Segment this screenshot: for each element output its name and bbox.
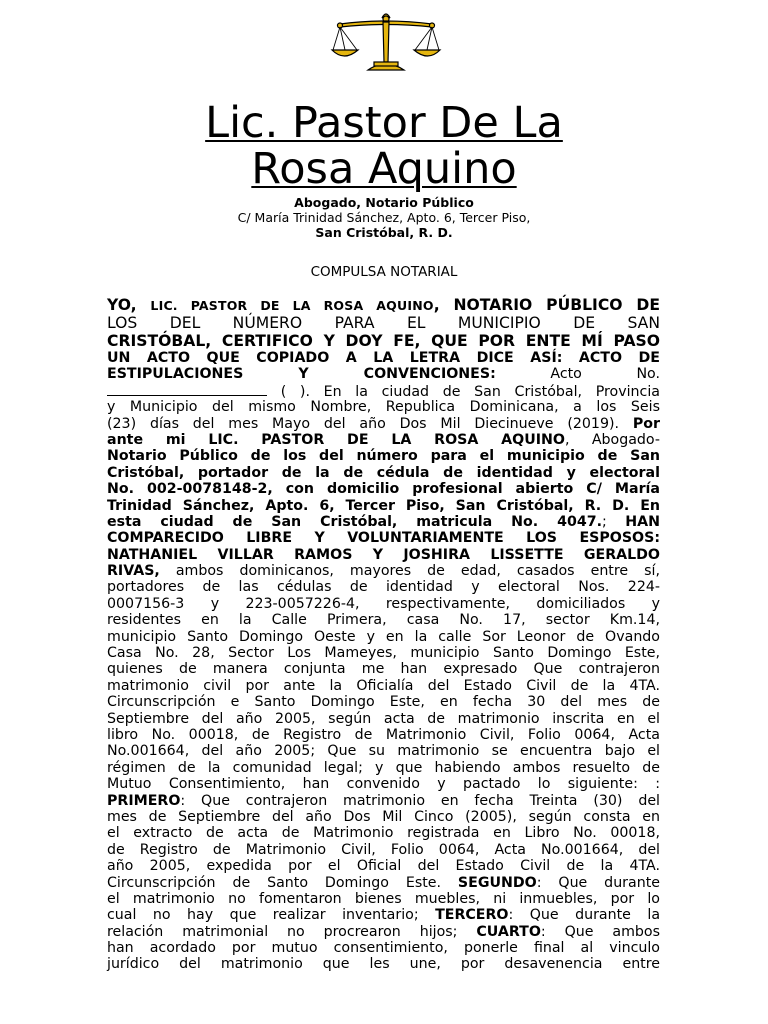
text-run: (23) días del mes Mayo del año Dos Mil Diecinueve (2019). [107, 415, 633, 432]
blank-field [107, 383, 267, 396]
text-run: YO, [107, 296, 151, 314]
text-run: ( ). En la ciudad de San Cristóbal, Provincia [267, 383, 660, 400]
document-heading: COMPULSA NOTARIAL [310, 264, 458, 280]
text-run: Casa No. 28, Sector Los Mameyes, municipio Santo Domingo Este, [107, 645, 660, 662]
body-line [107, 596, 660, 612]
body-line [107, 350, 660, 366]
body-line [107, 743, 660, 759]
text-run: : Que contrajeron matrimonio en fecha Treinta (30) del [180, 792, 660, 809]
body-line [107, 645, 660, 661]
body-line [107, 678, 660, 694]
text-run: el matrimonio no fomentaron bienes muebles, ni inmuebles, por lo [107, 890, 660, 907]
text-run: Notario Público de los del número para el municipio de San [107, 448, 660, 465]
text-run: SEGUNDO [457, 874, 537, 891]
text-run: régimen de la comunidad legal; y que habiendo ambos resuelto de [107, 759, 660, 776]
text-run: : Que durante [536, 874, 660, 891]
body-line [107, 907, 660, 923]
text-run: PRIMERO [107, 792, 181, 809]
body-line [107, 858, 660, 874]
text-run: COMPARECIDO LIBRE Y VOLUNTARIAMENTE LOS ESPOSOS: [107, 530, 660, 547]
letterhead-subtitle: Abogado, Notario Público [294, 195, 474, 210]
text-run: CERTIFICO Y DOY FE, QUE POR ENTE MÍ PASO [221, 332, 660, 350]
letterhead-address: C/ María Trinidad Sánchez, Apto. 6, Tercer Piso, [237, 210, 531, 225]
body-line [107, 416, 660, 432]
text-run: RIVAS, [107, 563, 160, 580]
text-run: : Que ambos [540, 923, 660, 940]
text-run: Circunscripción e Santo Domingo Este, en fecha 30 del mes de [107, 694, 660, 711]
body-line [107, 661, 660, 677]
body-line [107, 727, 660, 743]
body-line [107, 314, 660, 332]
text-run: Trinidad Sánchez, Apto. 6, Tercer Piso, San Cristóbal, R. D. En [107, 497, 660, 514]
text-run: el extracto de acta de Matrimonio registrada en Libro No. 00018, [107, 825, 660, 842]
text-run: CRISTÓBAL, [107, 332, 222, 350]
text-run: CUARTO [476, 923, 541, 940]
letterhead-title [0, 100, 768, 192]
text-run: portadores de las cédulas de identidad y electoral Nos. 224- [107, 579, 660, 596]
body-line [107, 924, 660, 940]
body-line [107, 366, 660, 382]
body-line [107, 875, 660, 891]
text-run: Circunscripción de Santo Domingo Este. [107, 874, 458, 891]
text-run: y Municipio del mismo Nombre, Republica Dominicana, a los Seis [107, 399, 660, 416]
body-line [107, 296, 660, 314]
body-line [107, 481, 660, 497]
text-run: 0007156-3 y 223-0057226-4, respectivamente, domiciliados y [107, 595, 660, 612]
text-run: de Registro de Matrimonio Civil, Folio 0064, Acta No.001664, del [107, 841, 660, 858]
text-run: Cristóbal, portador de la de cédula de identidad y electoral [107, 464, 660, 481]
body-line [107, 891, 660, 907]
text-run: ante mi [107, 431, 209, 448]
text-run: TERCERO [435, 907, 509, 924]
body-line [107, 760, 660, 776]
text-run: UN ACTO QUE COPIADO A LA LETRA DICE ASÍ: ACTO DE [107, 350, 660, 366]
body-line [107, 940, 660, 956]
body-line [107, 448, 660, 464]
text-run: LIC. PASTOR DE LA ROSA AQUINO [150, 298, 434, 313]
body-line [107, 579, 660, 595]
text-run: LIC. PASTOR DE LA ROSA AQUINO [208, 431, 565, 448]
text-run: ; [601, 513, 626, 530]
text-run: Acto No. [495, 366, 661, 383]
text-run: Mutuo Consentimiento, han convenido y pactado lo siguiente: : [107, 776, 660, 793]
body-line [107, 432, 660, 448]
body-line [107, 842, 660, 858]
letterhead-city: San Cristóbal, R. D. [315, 225, 453, 240]
document-body [107, 296, 660, 973]
body-line [107, 809, 660, 825]
body-line [107, 711, 660, 727]
title-line-1: Lic. Pastor De La [205, 98, 563, 148]
text-run: residentes en la Calle Primera, casa No. 17, sector Km.14, [107, 612, 660, 629]
text-run: ESTIPULACIONES Y CONVENCIONES: [107, 366, 496, 383]
text-run: Por [632, 415, 660, 432]
text-run: matrimonio civil por ante la Oficialía del Estado Civil de la 4TA. [107, 677, 660, 694]
body-line [107, 383, 660, 399]
text-run: No.001664, del año 2005; Que su matrimonio se encuentra bajo el [107, 743, 660, 760]
body-line [107, 694, 660, 710]
body-line [107, 547, 660, 563]
text-run: ambos dominicanos, mayores de edad, casados entre sí, [159, 563, 660, 580]
text-run: LOS DEL NÚMERO PARA EL MUNICIPIO DE SAN [107, 314, 660, 332]
text-run: municipio Santo Domingo Oeste y en la calle Sor Leonor de Ovando [107, 628, 660, 645]
text-run: esta ciudad de San Cristóbal, matricula No. 4047. [107, 513, 602, 530]
body-line [107, 825, 660, 841]
text-run: No. 002-0078148-2, con domicilio profesional abierto C/ María [107, 481, 660, 498]
text-run: jurídico del matrimonio que les une, por desavenencia entre [107, 956, 660, 973]
body-line [107, 793, 660, 809]
scales-of-justice-icon [326, 10, 446, 74]
text-run: , Abogado- [564, 431, 660, 448]
body-line [107, 776, 660, 792]
body-line [107, 629, 660, 645]
text-run: Septiembre del año 2005, según acta de matrimonio inscrita en el [107, 710, 660, 727]
text-run: relación matrimonial no procrearon hijos; [107, 923, 477, 940]
text-run: quienes de manera conjunta me han expresado Que contrajeron [107, 661, 660, 678]
body-line [107, 612, 660, 628]
body-line [107, 563, 660, 579]
text-run: HAN [625, 513, 660, 530]
text-run: NATHANIEL VILLAR RAMOS Y JOSHIRA LISSETTE GERALDO [107, 546, 660, 563]
text-run: han acordado por mutuo consentimiento, ponerle final al vinculo [107, 940, 660, 957]
title-line-2: Rosa Aquino [251, 144, 517, 194]
body-line [107, 399, 660, 415]
text-run: : Que durante la [508, 907, 661, 924]
body-line [107, 498, 660, 514]
body-line [107, 514, 660, 530]
body-line [107, 332, 660, 350]
text-run: , NOTARIO PÚBLICO DE [433, 296, 660, 314]
body-line [107, 956, 660, 972]
text-run: cual no hay que realizar inventario; [107, 907, 436, 924]
text-run: año 2005, expedida por el Oficial del Estado Civil de la 4TA. [107, 858, 660, 875]
text-run: mes de Septiembre del año Dos Mil Cinco (2005), según consta en [107, 808, 660, 825]
body-line [107, 530, 660, 546]
text-run: libro No. 00018, de Registro de Matrimonio Civil, Folio 0064, Acta [107, 726, 660, 743]
body-line [107, 465, 660, 481]
